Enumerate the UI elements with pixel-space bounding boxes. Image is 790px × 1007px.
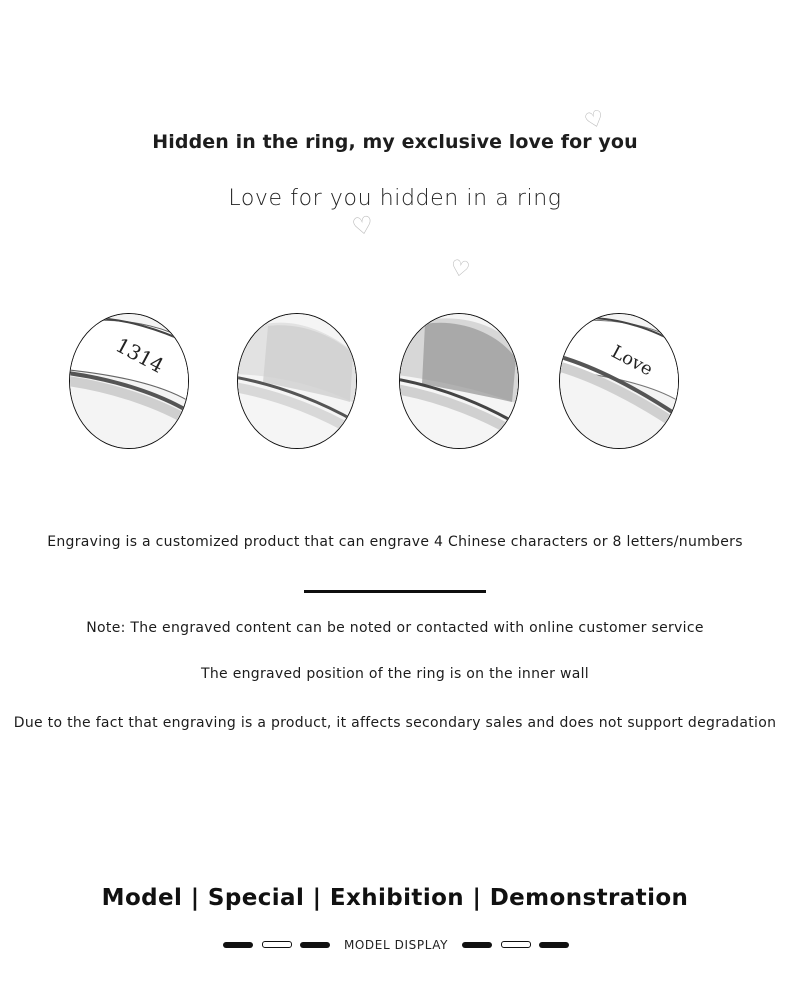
note-contact: Note: The engraved content can be noted or contacted with online customer service xyxy=(86,620,704,636)
engraving-description: Engraving is a customized product that can engrave 4 Chinese characters or 8 letters/numbers xyxy=(47,534,743,550)
decor-pill xyxy=(262,941,292,948)
ring-closeup-engraving-4 xyxy=(559,313,679,449)
headline: Hidden in the ring, my exclusive love for you xyxy=(152,131,638,153)
footer-label: MODEL DISPLAY xyxy=(343,938,449,952)
engraving-text: 1314 xyxy=(111,332,168,378)
engraving-text: Love xyxy=(607,341,657,381)
decor-pill xyxy=(223,942,253,948)
decor-pill xyxy=(300,942,330,948)
heart-icon: ♡ xyxy=(581,105,608,136)
ring-closeup-engraving-2 xyxy=(237,313,357,449)
footer-title: Model | Special | Exhibition | Demonstration xyxy=(101,885,689,911)
footer-label-row xyxy=(0,938,790,954)
ring-band-image xyxy=(70,314,188,448)
ring-band-image xyxy=(400,314,518,448)
note-policy: Due to the fact that engraving is a product, it affects secondary sales and does not support degradation xyxy=(13,715,777,731)
ring-closeup-engraving-1 xyxy=(69,313,189,449)
note-position: The engraved position of the ring is on the inner wall xyxy=(201,666,589,682)
ring-band-image xyxy=(560,314,678,448)
subheading: Love for you hidden in a ring xyxy=(228,186,562,211)
decor-pill xyxy=(539,942,569,948)
divider xyxy=(304,590,486,593)
decor-pill xyxy=(462,942,492,948)
heart-icon: ♡ xyxy=(448,255,472,284)
ring-closeup-engraving-3 xyxy=(399,313,519,449)
heart-icon: ♡ xyxy=(349,210,376,242)
ring-band-image xyxy=(238,314,356,448)
decor-pill xyxy=(501,941,531,948)
